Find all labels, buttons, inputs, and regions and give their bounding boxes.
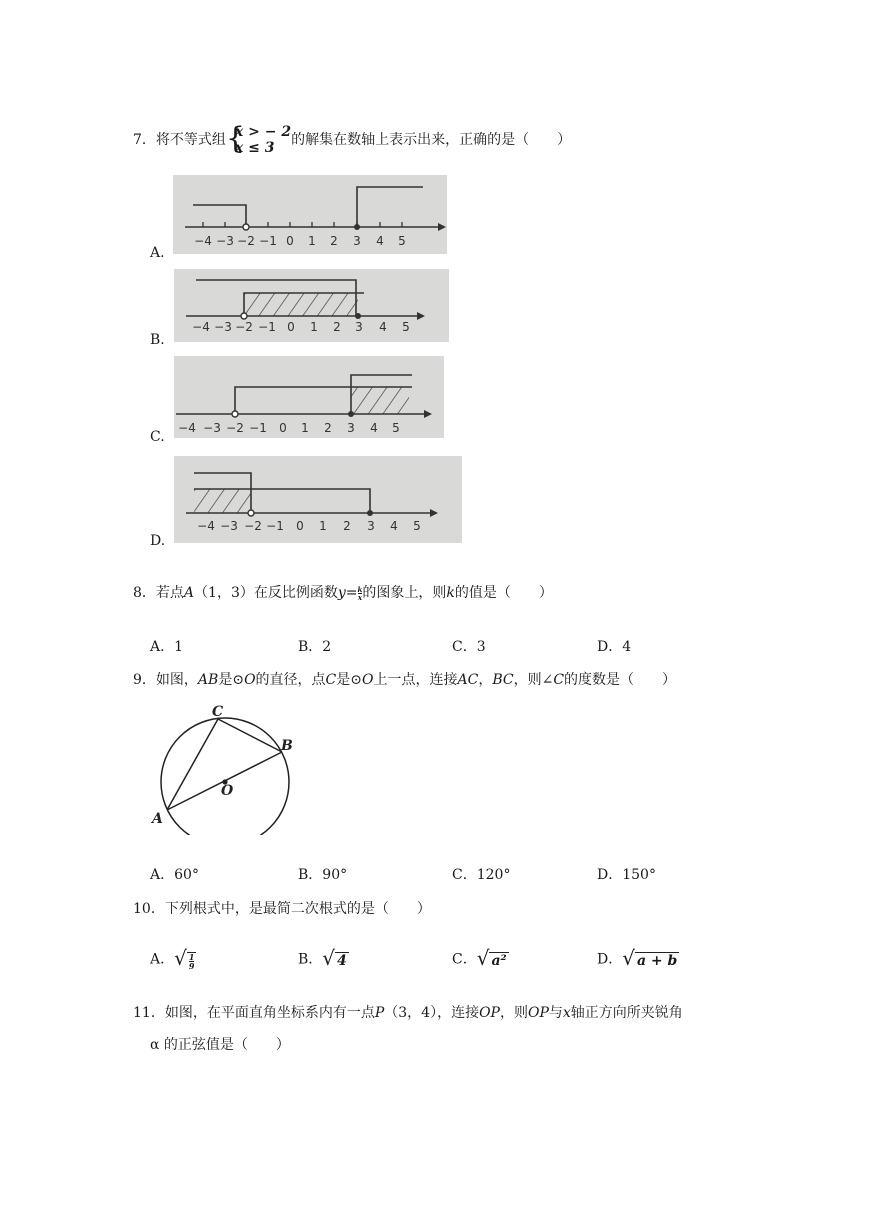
- tick-label: −1: [259, 234, 277, 248]
- tick-label: 5: [413, 519, 421, 533]
- tick-label: −1: [266, 519, 284, 533]
- q7-option-b-label: B.: [150, 332, 165, 348]
- tick-label: 3: [347, 421, 355, 435]
- q11-stem-line1: 11．如图，在平面直角坐标系内有一点P（3，4），连接OP，则OP与x轴正方向所夹锐角: [133, 1005, 683, 1021]
- q9-option-a: A．60°: [150, 867, 199, 883]
- q8-option-b: B．2: [298, 639, 332, 655]
- q10-option-d: D．√ a + b: [597, 944, 679, 975]
- q11-stem-line2: α 的正弦值是（ ）: [150, 1037, 290, 1053]
- tick-label: −4: [194, 234, 212, 248]
- q7-option-a-image: [173, 175, 447, 254]
- tick-label: −2: [235, 320, 253, 334]
- label-c: C: [212, 704, 224, 720]
- tick-label: −3: [214, 320, 232, 334]
- q8-option-d: D．4: [597, 639, 632, 655]
- tick-label: −2: [226, 421, 244, 435]
- tick-label: 2: [330, 234, 338, 248]
- q7-option-b-image: [174, 269, 449, 342]
- tick-label: −4: [192, 320, 210, 334]
- q9-option-c: C．120°: [452, 867, 511, 883]
- q9-option-d: D．150°: [597, 867, 656, 883]
- q7-option-c-image: [174, 356, 444, 438]
- tick-label: 3: [355, 320, 363, 334]
- q8-fraction-k-over-x: $\frac{k}{x}$: [357, 584, 363, 602]
- tick-label: −4: [197, 519, 215, 533]
- q9-circle-figure: [148, 700, 308, 835]
- q7-option-a-label: A.: [150, 245, 165, 261]
- tick-label: 0: [296, 519, 304, 533]
- q8-option-a: A．1: [150, 639, 184, 655]
- q10-option-b: B．√ 4: [298, 944, 349, 975]
- tick-label: −1: [258, 320, 276, 334]
- q7-option-d-image: [174, 456, 462, 543]
- tick-label: 5: [402, 320, 410, 334]
- label-a: A: [152, 811, 163, 827]
- label-o: O: [221, 783, 234, 799]
- tick-label: −1: [249, 421, 267, 435]
- q9-stem: 9．如图，AB是⊙O的直径，点C是⊙O上一点，连接AC，BC，则∠C的度数是（ ）: [133, 672, 677, 688]
- tick-label: 4: [390, 519, 398, 533]
- label-b: B: [281, 738, 293, 754]
- tick-label: 1: [301, 421, 309, 435]
- tick-label: −3: [216, 234, 234, 248]
- q7-d-number-line: [174, 456, 462, 543]
- tick-label: 2: [333, 320, 341, 334]
- tick-label: −3: [203, 421, 221, 435]
- tick-label: 4: [370, 421, 378, 435]
- tick-label: 5: [398, 234, 406, 248]
- sqrt-a-squared: √ a²: [476, 946, 507, 970]
- q7-stem: 7．将不等式组 { x > − 2 x ≤ 3 的解集在数轴上表示出来，正确的是（ ）: [133, 121, 572, 156]
- tick-label: 0: [287, 320, 295, 334]
- sqrt-4: √ 4: [322, 946, 347, 970]
- tick-label: 1: [308, 234, 316, 248]
- q7-b-number-line: [174, 269, 449, 342]
- q8-option-c: C．3: [452, 639, 486, 655]
- q9-option-b: B．90°: [298, 867, 348, 883]
- q10-stem: 10．下列根式中，是最简二次根式的是（ ）: [133, 901, 431, 917]
- q7-a-number-line: [173, 175, 447, 254]
- tick-label: 1: [310, 320, 318, 334]
- q7-c-number-line: [174, 356, 444, 438]
- tick-label: −3: [220, 519, 238, 533]
- tick-label: −4: [178, 421, 196, 435]
- q7-inequality-system: { x > − 2 x ≤ 3: [225, 121, 292, 156]
- tick-label: 3: [367, 519, 375, 533]
- tick-label: 5: [392, 421, 400, 435]
- q7-option-c-label: C.: [150, 429, 165, 445]
- q7-option-d-label: D.: [150, 533, 166, 549]
- sqrt-one-ninth: √ $\frac{1}{9}$: [174, 946, 195, 971]
- tick-label: −2: [237, 234, 255, 248]
- q10-option-a: A．√ $\frac{1}{9}$: [150, 944, 196, 975]
- q10-option-c: C．√ a²: [452, 944, 509, 975]
- tick-label: 0: [286, 234, 294, 248]
- sqrt-a-plus-b: √ a + b: [622, 946, 678, 970]
- tick-label: 4: [379, 320, 387, 334]
- tick-label: 2: [343, 519, 351, 533]
- tick-label: −2: [244, 519, 262, 533]
- tick-label: 0: [279, 421, 287, 435]
- q8-stem: 8．若点A（1，3）在反比例函数y= $\frac{k}{x}$ 的图象上，则k的值是（ ）: [133, 584, 553, 602]
- tick-label: 4: [376, 234, 384, 248]
- tick-label: 2: [324, 421, 332, 435]
- tick-label: 1: [319, 519, 327, 533]
- tick-label: 3: [353, 234, 361, 248]
